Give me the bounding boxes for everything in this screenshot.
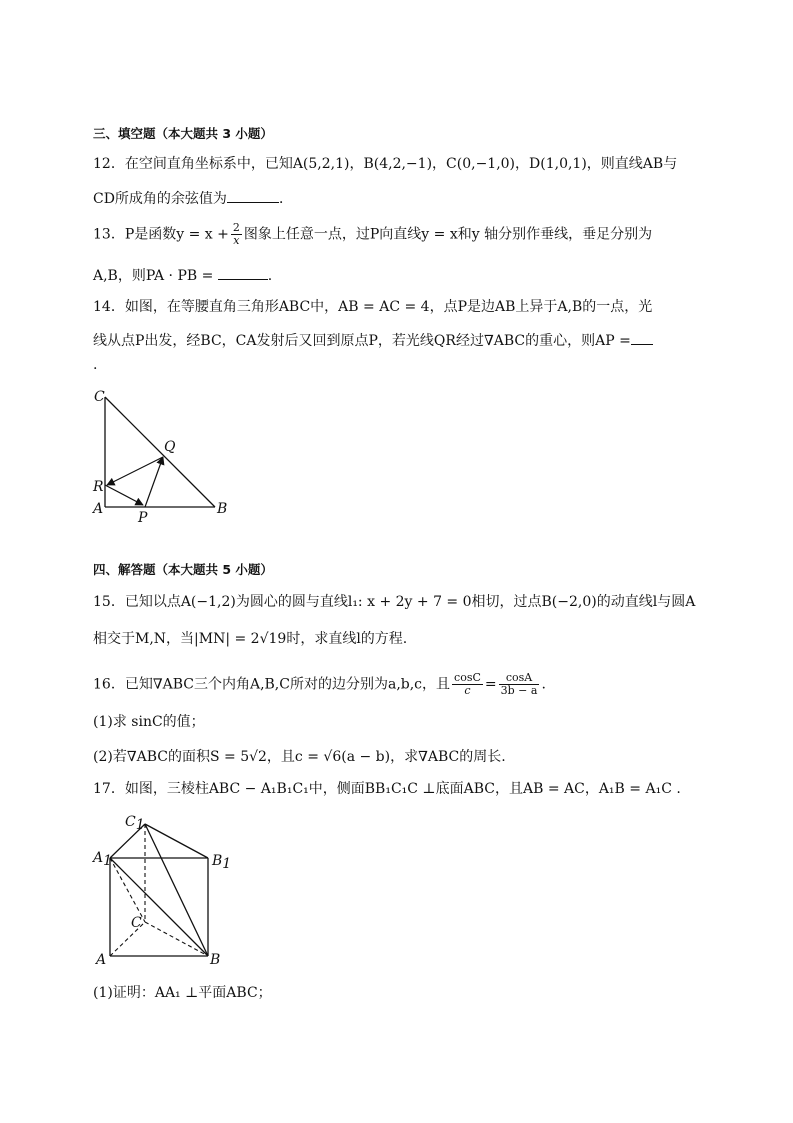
- q13-fraction: [231, 222, 242, 247]
- q16-frac1-num: cosC: [454, 671, 481, 684]
- q14-answer-blank: [631, 331, 653, 345]
- fig14-label-b: B: [217, 501, 228, 517]
- q13-line2-text: A,B，则PA · PB =: [93, 268, 214, 284]
- fig14-label-a: A: [93, 501, 104, 517]
- fig14-label-c: C: [94, 389, 105, 405]
- q14-line2: [93, 331, 653, 350]
- q17-part1: (1)证明：AA₁ ⊥平面ABC；: [93, 985, 272, 1001]
- fig14-label-q: Q: [164, 439, 176, 455]
- q15-line2: 相交于M,N，当|MN| = 2√19时，求直线l的方程.: [93, 631, 408, 647]
- fig17-edge-c1b: [145, 824, 208, 956]
- fig17-label-a1-main: A: [93, 850, 104, 866]
- q17-line1: 17．如图，三棱柱ABC − A₁B₁C₁中，侧面BB₁C₁C ⊥底面ABC，且AB = AC，A₁B = A₁C .: [93, 781, 681, 797]
- fig17-label-a1: [91, 850, 112, 869]
- q13-frac-num: 2: [232, 221, 240, 234]
- q13-answer-blank: [218, 266, 268, 280]
- q12-line2-text: CD所成角的余弦值为: [93, 191, 227, 207]
- q16-line1-b: .: [541, 676, 546, 693]
- q16-fraction-2: [499, 672, 540, 697]
- q12-line2: CD所成角的余弦值为 ．: [93, 191, 293, 207]
- q16-frac2-den: 3b − a: [500, 684, 538, 697]
- q12-answer-blank: [227, 189, 279, 203]
- fig17-edge-a1b: [110, 858, 208, 956]
- fig17-label-a1-sub: 1: [103, 853, 113, 869]
- figure-q14-triangle: [88, 385, 248, 525]
- fig17-label-b: B: [210, 952, 221, 968]
- fig17-label-a: A: [96, 952, 107, 968]
- fig17-label-b1-main: B: [212, 853, 223, 869]
- fig17-label-b1: [211, 853, 231, 872]
- q15-line1: 15．已知以点A(−1,2)为圆心的圆与直线l₁: x + 2y + 7 = 0相切，过点B(−2,0)的动直线l与圆A: [93, 594, 696, 610]
- q16-part2: (2)若∇ABC的面积S = 5√2，且c = √6(a − b)，求∇ABC的周长.: [93, 749, 506, 765]
- fig17-label-c: C: [131, 915, 142, 931]
- fig17-label-c1-sub: 1: [135, 817, 145, 833]
- section-4-title: 四、解答题（本大题共 5 小题）: [93, 562, 273, 577]
- q16-line1-a: 16．已知∇ABC三个内角A,B,C所对的边分别为a,b,c，且: [93, 676, 451, 693]
- q16-line1: [93, 672, 546, 697]
- section-3-title: 三、填空题（本大题共 3 小题）: [93, 126, 273, 141]
- fig14-label-r: R: [93, 479, 104, 495]
- fig17-label-b1-sub: 1: [222, 856, 232, 872]
- q14-line3: .: [93, 357, 98, 373]
- figure-q17-prism: [90, 810, 240, 970]
- q13-line1-b: 图象上任意一点，过P向直线y = x和y 轴分别作垂线，垂足分别为: [243, 226, 653, 243]
- fig14-label-p: P: [138, 510, 148, 525]
- q16-eq: =: [484, 676, 497, 693]
- q16-frac1-den: c: [464, 684, 471, 697]
- fig17-edge-c1b1: [145, 824, 208, 858]
- q16-part1: (1)求 sinC的值；: [93, 714, 205, 730]
- q16-frac2-num: cosA: [499, 672, 540, 685]
- q13-line2: A,B，则PA · PB = .: [93, 268, 273, 284]
- q12-line1: 12．在空间直角坐标系中，已知A(5,2,1)，B(4,2,−1)，C(0,−1,0)，D(1,0,1)，则直线AB与: [93, 156, 678, 172]
- q13-line1-a: 13．P是函数y = x +: [93, 226, 229, 243]
- fig14-side-cb: [105, 397, 215, 507]
- q16-fraction-1: [452, 672, 483, 697]
- fig17-label-c1-main: C: [125, 814, 136, 830]
- fig14-ray-rp: [105, 485, 143, 505]
- q14-line1: 14．如图，在等腰直角三角形ABC中，AB = AC = 4，点P是边AB上异于A,B的一点，光: [93, 299, 653, 315]
- q14-line2-text: 线从点P出发，经BC，CA发射后又回到原点P，若光线QR经过∇ABC的重心，则AP =: [93, 333, 631, 349]
- q13-line1: [93, 222, 652, 247]
- fig17-label-c1: [125, 814, 145, 833]
- q13-frac-den: x: [233, 234, 240, 247]
- fig17-edge-cb: [145, 922, 208, 956]
- fig17-edge-a1c: [110, 858, 145, 922]
